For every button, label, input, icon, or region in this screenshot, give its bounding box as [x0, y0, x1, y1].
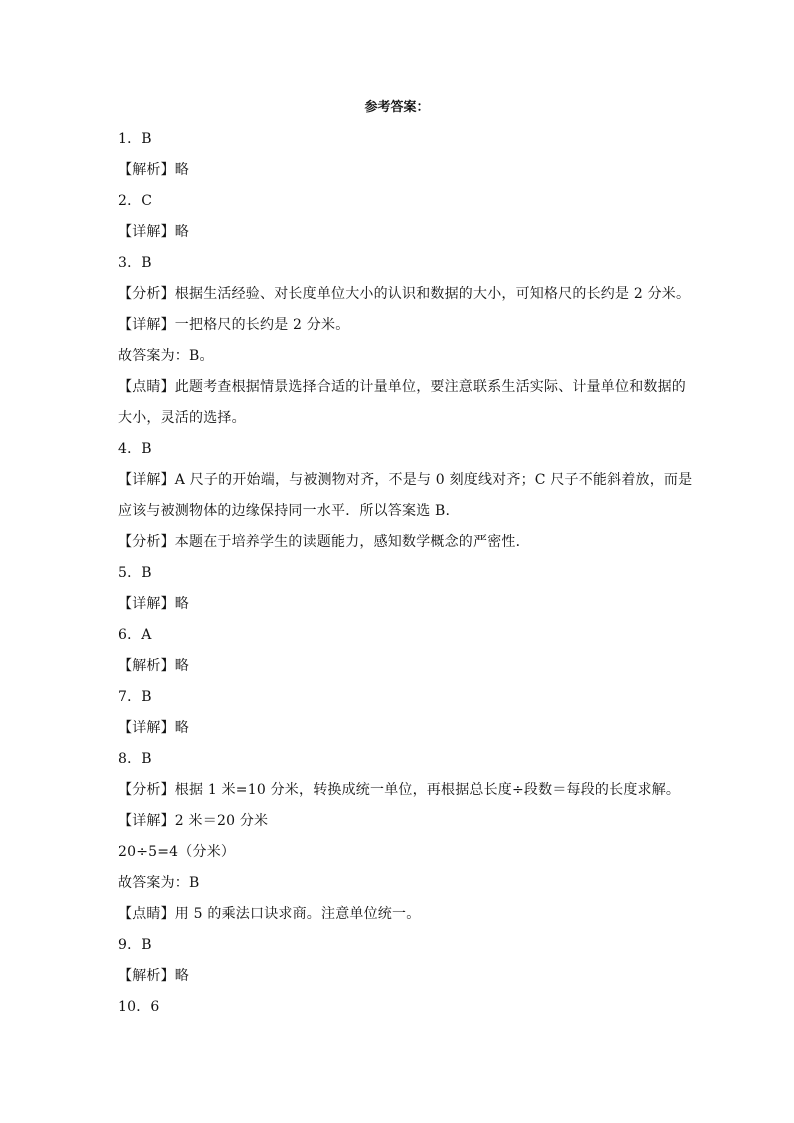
- explanation-line: 故答案为：B。: [118, 348, 214, 364]
- explanation-line: 【详解】略: [118, 224, 189, 240]
- explanation-line: 【分析】根据 1 米=10 分米，转换成统一单位，再根据总长度÷段数＝每段的长度求解。: [118, 782, 681, 798]
- explanation-line: 【详解】一把格尺的长约是 2 分米。: [118, 317, 350, 333]
- explanation-line: 【点睛】此题考查根据情景选择合适的计量单位，要注意联系生活实际、计量单位和数据的: [118, 379, 686, 395]
- explanation-line: 【点睛】用 5 的乘法口诀求商。注意单位统一。: [118, 906, 421, 922]
- answer-number: 2．C: [118, 193, 153, 209]
- explanation-line: 20÷5=4（分米）: [118, 844, 236, 860]
- explanation-line: 【详解】A 尺子的开始端，与被测物对齐，不是与 0 刻度线对齐；C 尺子不能斜着放，而是: [118, 472, 693, 488]
- explanation-line: 故答案为：B: [118, 875, 200, 891]
- answer-number: 10．6: [118, 999, 160, 1015]
- explanation-line: 应该与被测物体的边缘保持同一水平．所以答案选 B.: [118, 503, 451, 519]
- explanation-line: 大小，灵活的选择。: [118, 410, 246, 426]
- answer-number: 9．B: [118, 937, 152, 953]
- page-title: 参考答案：: [364, 100, 430, 115]
- explanation-line: 【解析】略: [118, 968, 189, 984]
- explanation-line: 【分析】本题在于培养学生的读题能力，感知数学概念的严密性．: [118, 534, 530, 550]
- explanation-line: 【详解】2 米＝20 分米: [118, 813, 269, 829]
- explanation-line: 【解析】略: [118, 162, 189, 178]
- answer-number: 3．B: [118, 255, 152, 271]
- explanation-line: 【分析】根据生活经验、对长度单位大小的认识和数据的大小，可知格尺的长约是 2 分米。: [118, 286, 691, 302]
- explanation-line: 【详解】略: [118, 720, 189, 736]
- answer-number: 6．A: [118, 627, 152, 643]
- answer-number: 5．B: [118, 565, 152, 581]
- answer-number: 8．B: [118, 751, 152, 767]
- answer-number: 1．B: [118, 131, 152, 147]
- explanation-line: 【解析】略: [118, 658, 189, 674]
- explanation-line: 【详解】略: [118, 596, 189, 612]
- answer-number: 7．B: [118, 689, 152, 705]
- answer-number: 4．B: [118, 441, 152, 457]
- answer-list: [118, 124, 693, 1023]
